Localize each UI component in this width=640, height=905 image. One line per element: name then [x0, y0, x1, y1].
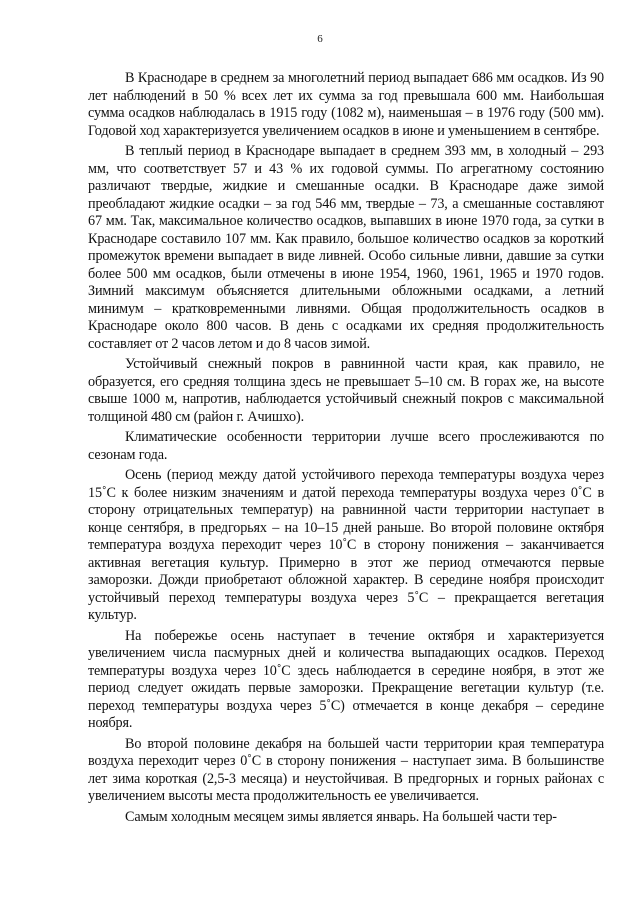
document-body: [88, 70, 604, 826]
paragraph-autumn-plains: Осень (период между датой устойчивого перехода температуры воздуха через 15˚С к более низким значениям и датой перехода температуры воздуха через 0˚С в сторону отрицательных температур) на равнинной части территории наступает в конце сентября, в предгорьях – на 10–15 дней раньше. Во второй половине октября температура воздуха переходит через 10˚С в сторону понижения – заканчивается активная вегетация культур. Примерно в этот же период отмечаются первые заморозки. Дожди приобретают обложной характер. В середине ноября происходит устойчивый переход температуры воздуха через 5˚С – прекращается вегетация культур.: [88, 467, 604, 623]
paragraph-precipitation-annual: В Краснодаре в среднем за многолетний период выпадает 686 мм осадков. Из 90 лет наблюдений в 50 % всех лет их сумма за год превышала 600 мм. Наибольшая сумма осадков наблюдалась в 1915 году (1082 м), наименьшая – в 1976 году (500 мм). Годовой ход характеризуется увеличением осадков в июне и уменьшением в сентябре.: [88, 70, 604, 139]
paragraph-precipitation-seasonal: В теплый период в Краснодаре выпадает в среднем 393 мм, в холодный – 293 мм, что соответствует 57 и 43 % их годовой суммы. По агрегатному состоянию различают твердые, жидкие и смешанные осадки. В Краснодаре даже зимой преобладают жидкие осадки – за год 546 мм, твердые – 73, а смешанные составляют 67 мм. Так, максимальное количество осадков, выпавших в июне 1970 года, за сутки в Краснодаре составило 107 мм. Как правило, большое количество осадков за короткий промежуток времени выпадает в виде ливней. Особо сильные ливни, давшие за сутки более 500 мм осадков, были отмечены в июне 1954, 1960, 1961, 1965 и 1970 годов. Зимний максимум объясняется длительными обложными осадками, а летний минимум – кратковременными ливнями. Общая продолжительность осадков в Краснодаре около 800 часов. В день с осадками их средняя продолжительность составляет от 2 часов летом и до 8 часов зимой.: [88, 143, 604, 352]
page-number: 6: [317, 33, 323, 45]
paragraph-climate-seasons: Климатические особенности территории лучше всего прослеживаются по сезонам года.: [88, 429, 604, 463]
paragraph-winter-onset: Во второй половине декабря на большей части территории края температура воздуха переходит через 0˚С в сторону понижения – наступает зима. В большинстве лет зима короткая (2,5-3 месяца) и неустойчивая. В предгорных и горных районах с увеличением высоты места продолжительность ее увеличивается.: [88, 735, 604, 804]
paragraph-autumn-coast: На побережье осень наступает в течение октября и характеризуется увеличением числа пасмурных дней и количества выпадающих осадков. Переход температуры воздуха через 10˚С здесь наблюдается в середине ноября, в этот же период следует ожидать первые заморозки. Прекращение вегетации культур (т.е. переход температуры воздуха через 5˚С) отмечается в конце декабря – середине ноября.: [88, 627, 604, 731]
paragraph-january: Самым холодным месяцем зимы является январь. На большей части тер-: [125, 808, 557, 825]
paragraph-snow-cover: Устойчивый снежный покров в равнинной части края, как правило, не образуется, его средняя толщина здесь не превышает 5–10 см. В горах же, на высоте свыше 1000 м, напротив, наблюдается устойчивый снежный покров с максимальной толщиной 480 см (район г. Ачишхо).: [88, 356, 604, 425]
